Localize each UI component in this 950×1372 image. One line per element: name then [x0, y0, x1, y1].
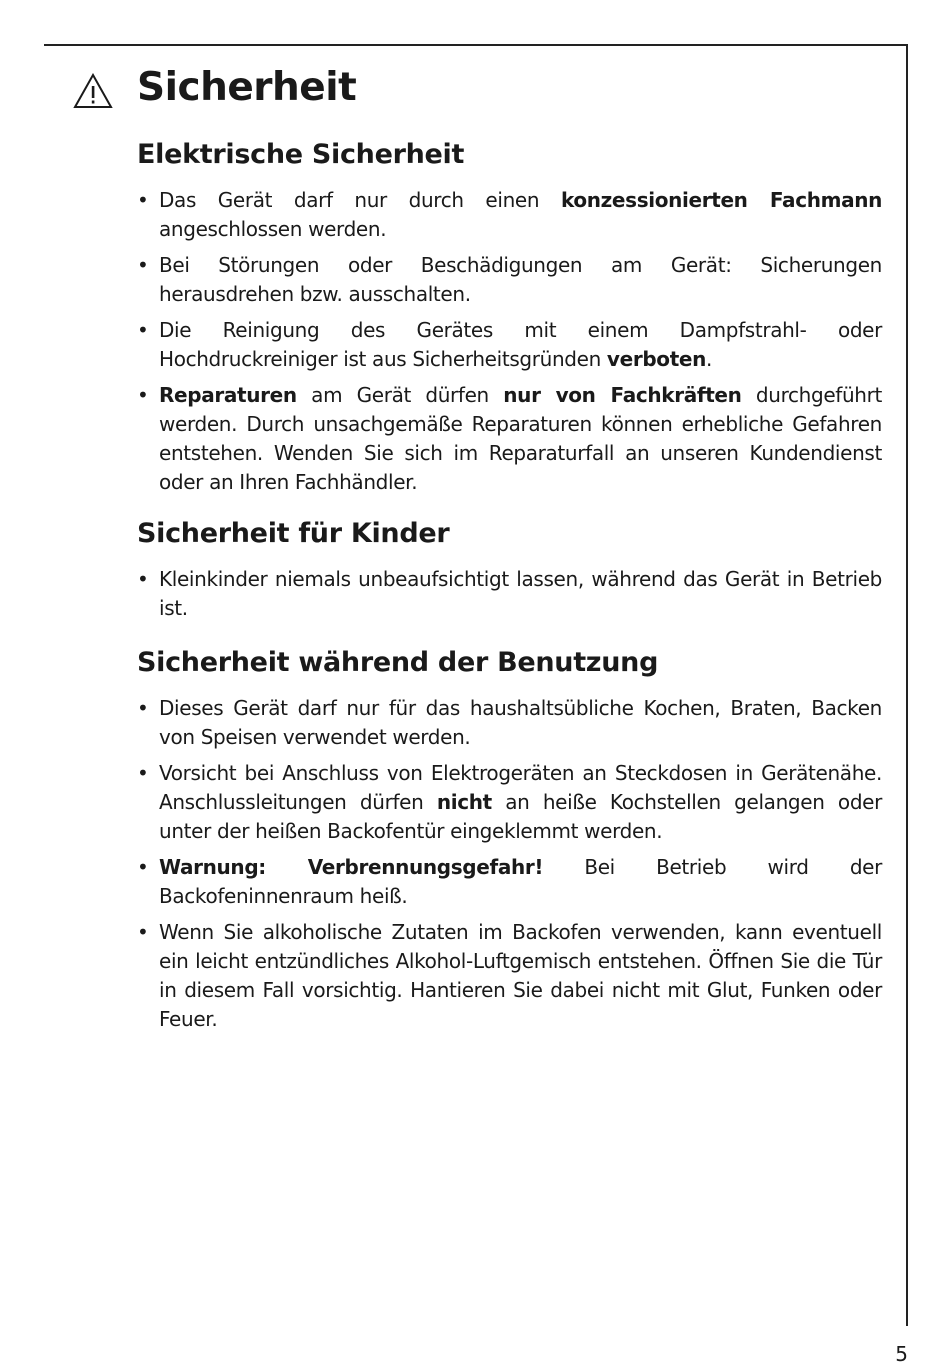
bullet-list	[137, 694, 882, 1034]
bullet-icon: •	[137, 567, 149, 591]
list-item	[137, 186, 882, 244]
list-item	[137, 759, 882, 846]
section-heading: Sicherheit während der Benutzung	[137, 647, 659, 678]
list-item	[137, 251, 882, 309]
body-text: Das Gerät darf nur durch einen	[159, 188, 561, 212]
body-text: Dieses Gerät darf nur für das haushaltsübliche Kochen, Braten, Backen von Speisen verwendet werden.	[159, 696, 882, 749]
bullet-icon: •	[137, 318, 149, 342]
bullet-icon: •	[137, 920, 149, 944]
body-text: Die Reinigung des Gerätes mit einem Dampfstrahl- oder Hochdruckreiniger ist aus Sicherheitsgründen	[159, 318, 882, 371]
section-heading: Sicherheit für Kinder	[137, 518, 450, 549]
bullet-icon: •	[137, 761, 149, 785]
bullet-icon: •	[137, 188, 149, 212]
section-heading: Elektrische Sicherheit	[137, 139, 465, 170]
body-text: Bei Störungen oder Beschädigungen am Gerät: Sicherungen herausdrehen bzw. ausschalten.	[159, 253, 882, 306]
bullet-list	[137, 565, 882, 623]
list-item	[137, 316, 882, 374]
section-sicherheit-waehrend-der-benutzung	[137, 646, 882, 1041]
emphasis-text: Warnung: Verbrennungsgefahr!	[159, 855, 544, 879]
body-text: Kleinkinder niemals unbeaufsichtigt lassen, während das Gerät in Betrieb ist.	[159, 567, 882, 620]
body-text: am Gerät dürfen	[296, 383, 504, 407]
page-number: 5	[895, 1342, 908, 1366]
bullet-icon: •	[137, 855, 149, 879]
list-item	[137, 565, 882, 623]
bullet-icon: •	[137, 253, 149, 277]
right-rule	[906, 44, 908, 1326]
body-text: Vorsicht bei Anschluss von Elektrogeräten an Steckdosen in Gerätenähe. Anschlussleitungen dürfen	[159, 761, 882, 814]
body-text: angeschlossen werden.	[159, 217, 387, 241]
list-item	[137, 918, 882, 1034]
warning-triangle-icon	[73, 73, 113, 109]
body-text: Bei Betrieb wird der Backofeninnenraum heiß.	[159, 855, 882, 908]
section-sicherheit-fuer-kinder	[137, 517, 882, 630]
list-item	[137, 694, 882, 752]
bullet-list	[137, 186, 882, 497]
body-text: .	[706, 347, 713, 371]
section-elektrische-sicherheit	[137, 138, 882, 504]
page-title: Sicherheit	[137, 65, 357, 110]
emphasis-text: nicht	[436, 790, 492, 814]
list-item	[137, 381, 882, 497]
emphasis-text: konzessionierten Fachmann	[560, 188, 882, 212]
list-item	[137, 853, 882, 911]
emphasis-text: nur von Fachkräften	[503, 383, 742, 407]
body-text: durchgeführt werden. Durch unsachgemäße Reparaturen können erhebliche Gefahren entstehen. Wenden Sie sich im Reparaturfall an unseren Kundendienst oder an Ihren Fachhändler.	[159, 383, 882, 494]
body-text: Wenn Sie alkoholische Zutaten im Backofen verwenden, kann eventuell ein leicht entzündliches Alkohol-Luftgemisch entstehen. Öffnen Sie die Tür in diesem Fall vorsichtig. Hantieren Sie dabei nicht mit Glut, Funken oder Feuer.	[159, 920, 882, 1031]
top-rule	[44, 44, 908, 46]
body-text: an heiße Kochstellen gelangen oder unter der heißen Backofentür eingeklemmt werden.	[159, 790, 882, 843]
emphasis-text: verboten	[606, 347, 707, 371]
bullet-icon: •	[137, 696, 149, 720]
bullet-icon: •	[137, 383, 149, 407]
emphasis-text: Reparaturen	[159, 383, 297, 407]
